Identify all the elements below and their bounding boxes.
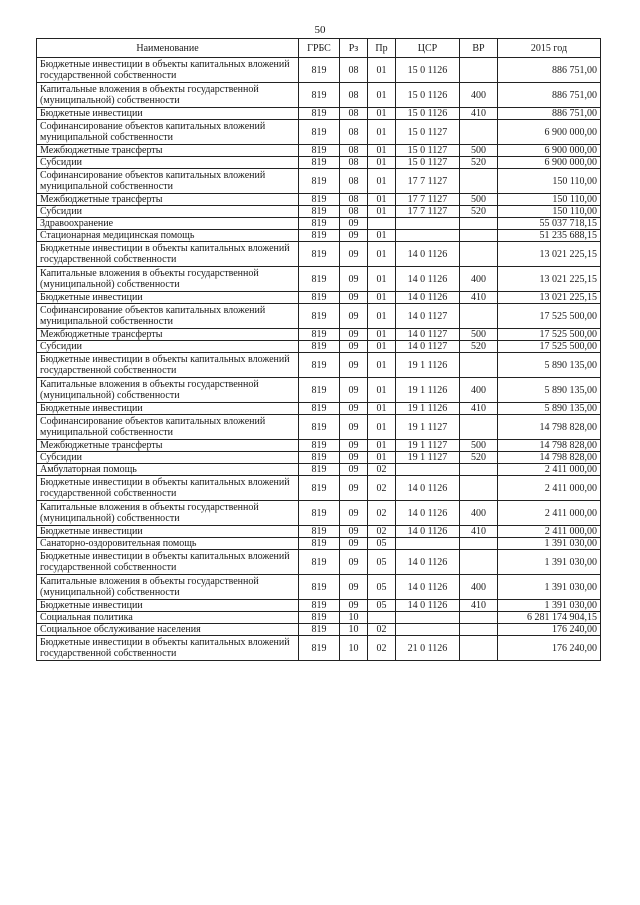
- row-vr: 400: [460, 83, 498, 108]
- row-vr: [460, 58, 498, 83]
- row-grbs: 819: [299, 353, 340, 378]
- table-row: [37, 501, 601, 526]
- table-row: [37, 341, 601, 353]
- row-vr: [460, 230, 498, 242]
- row-rz: 09: [340, 575, 368, 600]
- row-grbs: 819: [299, 58, 340, 83]
- row-rz: 09: [340, 452, 368, 464]
- row-rz: 09: [340, 378, 368, 403]
- table-row: [37, 612, 601, 624]
- row-csr: 15 0 1126: [396, 83, 460, 108]
- row-pr: 05: [368, 575, 396, 600]
- row-pr: 01: [368, 329, 396, 341]
- row-rz: 09: [340, 403, 368, 415]
- row-grbs: 819: [299, 415, 340, 440]
- row-amount: 1 391 030,00: [498, 600, 601, 612]
- row-pr: 01: [368, 108, 396, 120]
- row-vr: 410: [460, 600, 498, 612]
- row-amount: 6 281 174 904,15: [498, 612, 601, 624]
- row-grbs: 819: [299, 169, 340, 194]
- table-row: [37, 145, 601, 157]
- row-pr: 05: [368, 550, 396, 575]
- row-grbs: 819: [299, 403, 340, 415]
- row-csr: 19 1 1126: [396, 403, 460, 415]
- row-csr: 17 7 1127: [396, 194, 460, 206]
- table-row: [37, 550, 601, 575]
- table-row: [37, 538, 601, 550]
- row-grbs: 819: [299, 612, 340, 624]
- row-name: Софинансирование объектов капитальных вложений муниципальной собственности: [37, 120, 299, 145]
- row-pr: 05: [368, 600, 396, 612]
- row-csr: 19 1 1126: [396, 353, 460, 378]
- table-row: [37, 169, 601, 194]
- row-rz: 09: [340, 292, 368, 304]
- row-grbs: 819: [299, 267, 340, 292]
- row-pr: [368, 612, 396, 624]
- table-row: [37, 452, 601, 464]
- row-name: Бюджетные инвестиции: [37, 108, 299, 120]
- row-csr: 15 0 1127: [396, 157, 460, 169]
- table-row: [37, 636, 601, 661]
- row-name: Здравоохранение: [37, 218, 299, 230]
- row-vr: [460, 612, 498, 624]
- table-row: [37, 58, 601, 83]
- row-csr: [396, 624, 460, 636]
- row-pr: 02: [368, 624, 396, 636]
- row-csr: 17 7 1127: [396, 206, 460, 218]
- row-vr: 410: [460, 292, 498, 304]
- table-body: [37, 58, 601, 661]
- row-grbs: 819: [299, 624, 340, 636]
- row-amount: 6 900 000,00: [498, 157, 601, 169]
- row-pr: 01: [368, 353, 396, 378]
- row-rz: 10: [340, 624, 368, 636]
- header-vr: ВР: [460, 39, 498, 58]
- row-name: Капитальные вложения в объекты государственной (муниципальной) собственности: [37, 83, 299, 108]
- row-rz: 09: [340, 242, 368, 267]
- row-amount: 2 411 000,00: [498, 526, 601, 538]
- row-vr: 500: [460, 194, 498, 206]
- row-pr: 01: [368, 120, 396, 145]
- row-vr: 500: [460, 329, 498, 341]
- row-grbs: 819: [299, 329, 340, 341]
- row-amount: 13 021 225,15: [498, 242, 601, 267]
- row-grbs: 819: [299, 218, 340, 230]
- page-number: 50: [314, 24, 326, 36]
- row-csr: 14 0 1126: [396, 476, 460, 501]
- header-rz: Рз: [340, 39, 368, 58]
- row-csr: 14 0 1127: [396, 304, 460, 329]
- row-rz: 08: [340, 83, 368, 108]
- table-row: [37, 624, 601, 636]
- row-name: Бюджетные инвестиции в объекты капитальных вложений государственной собственности: [37, 636, 299, 661]
- row-grbs: 819: [299, 194, 340, 206]
- row-rz: 09: [340, 304, 368, 329]
- row-csr: 14 0 1126: [396, 501, 460, 526]
- row-name: Социальная политика: [37, 612, 299, 624]
- row-rz: 08: [340, 108, 368, 120]
- row-csr: 15 0 1127: [396, 145, 460, 157]
- row-amount: 51 235 688,15: [498, 230, 601, 242]
- row-rz: 09: [340, 526, 368, 538]
- row-pr: 01: [368, 145, 396, 157]
- row-grbs: 819: [299, 526, 340, 538]
- row-vr: [460, 353, 498, 378]
- table-row: [37, 575, 601, 600]
- row-rz: 08: [340, 206, 368, 218]
- row-csr: 14 0 1126: [396, 575, 460, 600]
- row-rz: 09: [340, 550, 368, 575]
- row-rz: 09: [340, 329, 368, 341]
- row-vr: [460, 242, 498, 267]
- row-amount: 176 240,00: [498, 624, 601, 636]
- row-pr: 01: [368, 292, 396, 304]
- row-vr: [460, 169, 498, 194]
- row-amount: 6 900 000,00: [498, 145, 601, 157]
- row-vr: [460, 415, 498, 440]
- row-csr: 14 0 1126: [396, 600, 460, 612]
- row-rz: 09: [340, 538, 368, 550]
- header-pr: Пр: [368, 39, 396, 58]
- row-grbs: 819: [299, 501, 340, 526]
- row-name: Межбюджетные трансферты: [37, 440, 299, 452]
- row-name: Межбюджетные трансферты: [37, 329, 299, 341]
- row-name: Бюджетные инвестиции в объекты капитальных вложений государственной собственности: [37, 242, 299, 267]
- row-vr: 400: [460, 378, 498, 403]
- row-grbs: 819: [299, 292, 340, 304]
- row-name: Софинансирование объектов капитальных вложений муниципальной собственности: [37, 304, 299, 329]
- row-csr: 19 1 1127: [396, 440, 460, 452]
- row-rz: 08: [340, 157, 368, 169]
- row-rz: 09: [340, 476, 368, 501]
- row-csr: 14 0 1127: [396, 329, 460, 341]
- row-rz: 09: [340, 464, 368, 476]
- row-rz: 09: [340, 415, 368, 440]
- row-pr: 02: [368, 464, 396, 476]
- row-pr: 01: [368, 304, 396, 329]
- row-name: Стационарная медицинская помощь: [37, 230, 299, 242]
- row-csr: 19 1 1127: [396, 452, 460, 464]
- row-name: Субсидии: [37, 206, 299, 218]
- row-csr: 14 0 1126: [396, 526, 460, 538]
- row-grbs: 819: [299, 550, 340, 575]
- row-amount: 5 890 135,00: [498, 353, 601, 378]
- row-amount: 14 798 828,00: [498, 452, 601, 464]
- row-grbs: 819: [299, 341, 340, 353]
- row-csr: 19 1 1127: [396, 415, 460, 440]
- row-name: Бюджетные инвестиции: [37, 403, 299, 415]
- table-row: [37, 378, 601, 403]
- row-rz: 08: [340, 120, 368, 145]
- table-row: [37, 440, 601, 452]
- row-vr: 520: [460, 157, 498, 169]
- row-amount: 13 021 225,15: [498, 292, 601, 304]
- row-csr: 21 0 1126: [396, 636, 460, 661]
- row-amount: 886 751,00: [498, 58, 601, 83]
- table-row: [37, 267, 601, 292]
- row-rz: 09: [340, 600, 368, 612]
- row-amount: 886 751,00: [498, 108, 601, 120]
- row-name: Капитальные вложения в объекты государственной (муниципальной) собственности: [37, 267, 299, 292]
- row-name: Бюджетные инвестиции в объекты капитальных вложений государственной собственности: [37, 58, 299, 83]
- row-name: Бюджетные инвестиции: [37, 526, 299, 538]
- row-pr: 02: [368, 501, 396, 526]
- row-pr: 01: [368, 206, 396, 218]
- row-amount: 5 890 135,00: [498, 403, 601, 415]
- table-row: [37, 242, 601, 267]
- row-grbs: 819: [299, 206, 340, 218]
- row-amount: 1 391 030,00: [498, 550, 601, 575]
- row-name: Софинансирование объектов капитальных вложений муниципальной собственности: [37, 169, 299, 194]
- row-csr: [396, 464, 460, 476]
- table-row: [37, 329, 601, 341]
- row-rz: 09: [340, 341, 368, 353]
- row-name: Субсидии: [37, 341, 299, 353]
- row-name: Софинансирование объектов капитальных вложений муниципальной собственности: [37, 415, 299, 440]
- row-name: Капитальные вложения в объекты государственной (муниципальной) собственности: [37, 501, 299, 526]
- row-amount: 1 391 030,00: [498, 575, 601, 600]
- row-vr: [460, 218, 498, 230]
- header-name: Наименование: [37, 39, 299, 58]
- row-grbs: 819: [299, 464, 340, 476]
- row-pr: [368, 218, 396, 230]
- row-grbs: 819: [299, 83, 340, 108]
- row-vr: [460, 550, 498, 575]
- row-amount: 150 110,00: [498, 206, 601, 218]
- row-csr: 15 0 1126: [396, 58, 460, 83]
- row-name: Бюджетные инвестиции: [37, 600, 299, 612]
- row-pr: 02: [368, 636, 396, 661]
- row-amount: 17 525 500,00: [498, 341, 601, 353]
- budget-table: [36, 38, 601, 661]
- row-name: Бюджетные инвестиции в объекты капитальных вложений государственной собственности: [37, 550, 299, 575]
- row-vr: 520: [460, 452, 498, 464]
- row-grbs: 819: [299, 378, 340, 403]
- row-pr: 01: [368, 230, 396, 242]
- row-rz: 09: [340, 230, 368, 242]
- row-amount: 14 798 828,00: [498, 415, 601, 440]
- table-row: [37, 230, 601, 242]
- row-name: Бюджетные инвестиции: [37, 292, 299, 304]
- table-row: [37, 403, 601, 415]
- row-vr: [460, 120, 498, 145]
- row-vr: 400: [460, 575, 498, 600]
- table-row: [37, 83, 601, 108]
- row-pr: 01: [368, 403, 396, 415]
- row-amount: 17 525 500,00: [498, 304, 601, 329]
- row-csr: 15 0 1126: [396, 108, 460, 120]
- row-pr: 01: [368, 83, 396, 108]
- row-vr: 410: [460, 526, 498, 538]
- table-row: [37, 464, 601, 476]
- row-amount: 176 240,00: [498, 636, 601, 661]
- row-vr: 410: [460, 108, 498, 120]
- row-grbs: 819: [299, 636, 340, 661]
- row-amount: 150 110,00: [498, 169, 601, 194]
- row-amount: 6 900 000,00: [498, 120, 601, 145]
- row-amount: 55 037 718,15: [498, 218, 601, 230]
- row-vr: [460, 304, 498, 329]
- row-name: Межбюджетные трансферты: [37, 145, 299, 157]
- table-row: [37, 194, 601, 206]
- row-pr: 01: [368, 440, 396, 452]
- row-grbs: 819: [299, 304, 340, 329]
- row-name: Бюджетные инвестиции в объекты капитальных вложений государственной собственности: [37, 476, 299, 501]
- row-vr: [460, 476, 498, 501]
- row-name: Капитальные вложения в объекты государственной (муниципальной) собственности: [37, 378, 299, 403]
- row-amount: 17 525 500,00: [498, 329, 601, 341]
- row-name: Межбюджетные трансферты: [37, 194, 299, 206]
- table-row: [37, 304, 601, 329]
- header-year: 2015 год: [498, 39, 601, 58]
- row-csr: [396, 218, 460, 230]
- row-rz: 08: [340, 194, 368, 206]
- row-vr: 500: [460, 145, 498, 157]
- row-grbs: 819: [299, 600, 340, 612]
- row-vr: [460, 538, 498, 550]
- row-grbs: 819: [299, 242, 340, 267]
- table-row: [37, 108, 601, 120]
- row-amount: 150 110,00: [498, 194, 601, 206]
- row-csr: [396, 612, 460, 624]
- header-row: [37, 39, 601, 58]
- row-name: Капитальные вложения в объекты государственной (муниципальной) собственности: [37, 575, 299, 600]
- row-grbs: 819: [299, 575, 340, 600]
- table-row: [37, 218, 601, 230]
- row-csr: 19 1 1126: [396, 378, 460, 403]
- row-name: Социальное обслуживание населения: [37, 624, 299, 636]
- row-pr: 01: [368, 242, 396, 267]
- row-pr: 01: [368, 169, 396, 194]
- row-vr: 410: [460, 403, 498, 415]
- row-grbs: 819: [299, 120, 340, 145]
- row-grbs: 819: [299, 476, 340, 501]
- row-rz: 09: [340, 353, 368, 378]
- row-vr: 400: [460, 267, 498, 292]
- row-vr: 520: [460, 341, 498, 353]
- row-csr: 14 0 1126: [396, 550, 460, 575]
- row-grbs: 819: [299, 108, 340, 120]
- table-row: [37, 157, 601, 169]
- row-grbs: 819: [299, 452, 340, 464]
- row-csr: 17 7 1127: [396, 169, 460, 194]
- row-csr: 14 0 1126: [396, 267, 460, 292]
- row-amount: 2 411 000,00: [498, 464, 601, 476]
- table-row: [37, 600, 601, 612]
- row-rz: 08: [340, 58, 368, 83]
- row-csr: [396, 230, 460, 242]
- row-pr: 01: [368, 415, 396, 440]
- row-pr: 01: [368, 267, 396, 292]
- row-amount: 886 751,00: [498, 83, 601, 108]
- row-csr: 15 0 1127: [396, 120, 460, 145]
- row-rz: 08: [340, 145, 368, 157]
- row-name: Субсидии: [37, 157, 299, 169]
- row-grbs: 819: [299, 145, 340, 157]
- row-grbs: 819: [299, 230, 340, 242]
- table-header: [37, 39, 601, 58]
- header-grbs: ГРБС: [299, 39, 340, 58]
- row-name: Санаторно-оздоровительная помощь: [37, 538, 299, 550]
- row-rz: 08: [340, 169, 368, 194]
- row-pr: 02: [368, 526, 396, 538]
- row-vr: [460, 636, 498, 661]
- row-grbs: 819: [299, 440, 340, 452]
- row-pr: 01: [368, 157, 396, 169]
- row-grbs: 819: [299, 157, 340, 169]
- row-csr: 14 0 1126: [396, 292, 460, 304]
- row-vr: [460, 464, 498, 476]
- row-pr: 01: [368, 378, 396, 403]
- row-name: Бюджетные инвестиции в объекты капитальных вложений государственной собственности: [37, 353, 299, 378]
- row-pr: 01: [368, 58, 396, 83]
- row-amount: 1 391 030,00: [498, 538, 601, 550]
- row-csr: 14 0 1126: [396, 242, 460, 267]
- table-row: [37, 353, 601, 378]
- row-pr: 01: [368, 452, 396, 464]
- row-amount: 2 411 000,00: [498, 501, 601, 526]
- row-amount: 2 411 000,00: [498, 476, 601, 501]
- row-name: Субсидии: [37, 452, 299, 464]
- row-pr: 01: [368, 341, 396, 353]
- table-row: [37, 526, 601, 538]
- row-pr: 02: [368, 476, 396, 501]
- row-rz: 09: [340, 218, 368, 230]
- header-csr: ЦСР: [396, 39, 460, 58]
- row-rz: 10: [340, 612, 368, 624]
- table-row: [37, 292, 601, 304]
- row-amount: 13 021 225,15: [498, 267, 601, 292]
- table-row: [37, 206, 601, 218]
- row-name: Амбулаторная помощь: [37, 464, 299, 476]
- table-row: [37, 120, 601, 145]
- row-amount: 5 890 135,00: [498, 378, 601, 403]
- row-vr: [460, 624, 498, 636]
- row-vr: 400: [460, 501, 498, 526]
- table-row: [37, 415, 601, 440]
- row-rz: 09: [340, 501, 368, 526]
- row-vr: 520: [460, 206, 498, 218]
- row-amount: 14 798 828,00: [498, 440, 601, 452]
- table-row: [37, 476, 601, 501]
- row-rz: 10: [340, 636, 368, 661]
- row-rz: 09: [340, 440, 368, 452]
- row-grbs: 819: [299, 538, 340, 550]
- row-rz: 09: [340, 267, 368, 292]
- row-vr: 500: [460, 440, 498, 452]
- row-pr: 05: [368, 538, 396, 550]
- row-pr: 01: [368, 194, 396, 206]
- row-csr: 14 0 1127: [396, 341, 460, 353]
- row-csr: [396, 538, 460, 550]
